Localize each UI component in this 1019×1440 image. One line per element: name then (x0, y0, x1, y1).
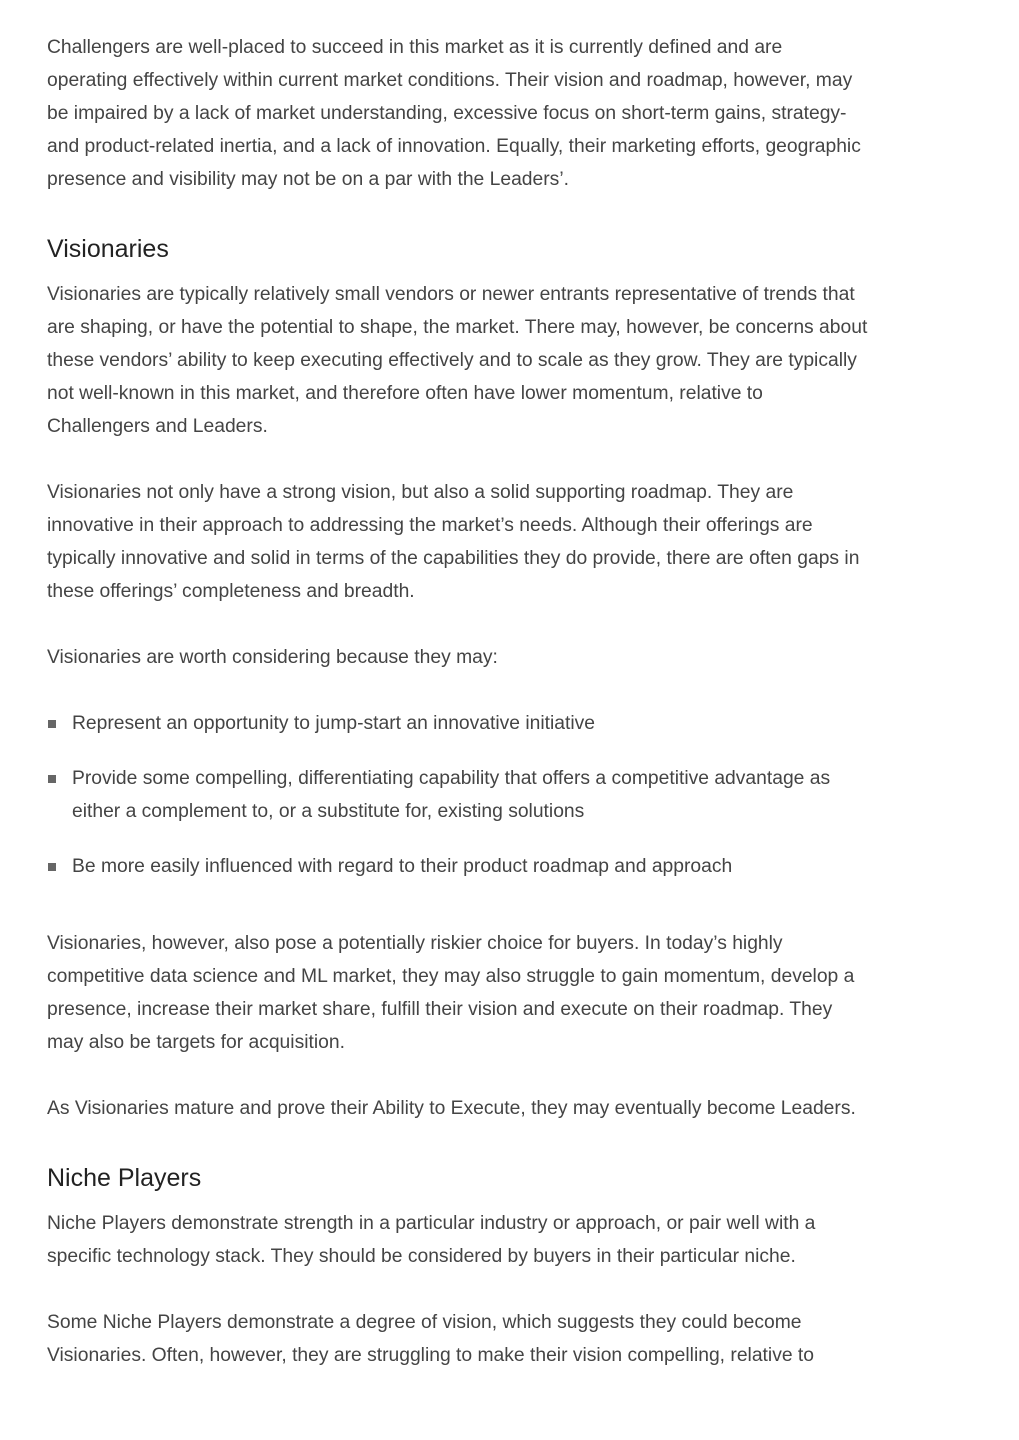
text-line: either a complement to, or a substitute for, existing solutions (72, 801, 585, 822)
paragraph (47, 927, 977, 1059)
text-line: Challengers and Leaders. (47, 416, 268, 437)
text-line: Visionaries are worth considering because they may: (47, 647, 498, 668)
text-line: and product-related inertia, and a lack of innovation. Equally, their marketing efforts, geographic (47, 136, 861, 157)
text-line: presence, increase their market share, fulfill their vision and execute on their roadmap. They (47, 999, 833, 1020)
text-line: As Visionaries mature and prove their Ability to Execute, they may eventually become Leaders. (47, 1098, 856, 1119)
text-line: typically innovative and solid in terms of the capabilities they do provide, there are often gaps in (47, 548, 860, 569)
text-line: Visionaries not only have a strong vision, but also a solid supporting roadmap. They are (47, 482, 794, 503)
text-line: specific technology stack. They should be considered by buyers in their particular niche. (47, 1246, 796, 1267)
text-line: may also be targets for acquisition. (47, 1032, 345, 1053)
text-line: these vendors’ ability to keep executing effectively and to scale as they grow. They are typically (47, 350, 857, 371)
text-line: competitive data science and ML market, they may also struggle to gain momentum, develop a (47, 966, 855, 987)
paragraph (47, 278, 977, 443)
text-line: presence and visibility may not be on a par with the Leaders’. (47, 169, 569, 190)
text-line: not well-known in this market, and therefore often have lower momentum, relative to (47, 383, 763, 404)
section-heading: Niche Players (47, 1164, 202, 1192)
text-line: innovative in their approach to addressing the market’s needs. Although their offerings are (47, 515, 813, 536)
text-line: Visionaries are typically relatively small vendors or newer entrants representative of trends that (47, 284, 855, 305)
list-item (47, 707, 977, 740)
paragraph (47, 1092, 977, 1125)
text-line: these offerings’ completeness and breadth. (47, 581, 415, 602)
paragraph (47, 476, 977, 608)
text-line: Be more easily influenced with regard to their product roadmap and approach (72, 856, 733, 877)
text-line: are shaping, or have the potential to shape, the market. There may, however, be concerns about (47, 317, 868, 338)
document-body (47, 31, 977, 1405)
text-line: Niche Players demonstrate strength in a particular industry or approach, or pair well with a (47, 1213, 816, 1234)
list-item (47, 850, 977, 883)
text-line: Represent an opportunity to jump-start an innovative initiative (72, 713, 596, 734)
text-line: Some Niche Players demonstrate a degree of vision, which suggests they could become (47, 1312, 802, 1333)
list-item (47, 762, 977, 828)
paragraph (47, 1207, 977, 1273)
text-line: Visionaries, however, also pose a potentially riskier choice for buyers. In today’s highly (47, 933, 783, 954)
bullet-list (47, 707, 977, 883)
text-line: operating effectively within current market conditions. Their vision and roadmap, however, may (47, 70, 853, 91)
paragraph (47, 31, 977, 196)
paragraph (47, 641, 977, 674)
paragraph (47, 1306, 977, 1372)
text-line: be impaired by a lack of market understanding, excessive focus on short-term gains, strategy- (47, 103, 847, 124)
square-bullet-icon (48, 720, 56, 728)
square-bullet-icon (48, 775, 56, 783)
section-heading: Visionaries (47, 235, 169, 263)
square-bullet-icon (48, 863, 56, 871)
text-line: Visionaries. Often, however, they are struggling to make their vision compelling, relative to (47, 1345, 814, 1366)
text-line: Challengers are well-placed to succeed in this market as it is currently defined and are (47, 37, 783, 58)
text-line: Provide some compelling, differentiating capability that offers a competitive advantage as (72, 768, 831, 789)
